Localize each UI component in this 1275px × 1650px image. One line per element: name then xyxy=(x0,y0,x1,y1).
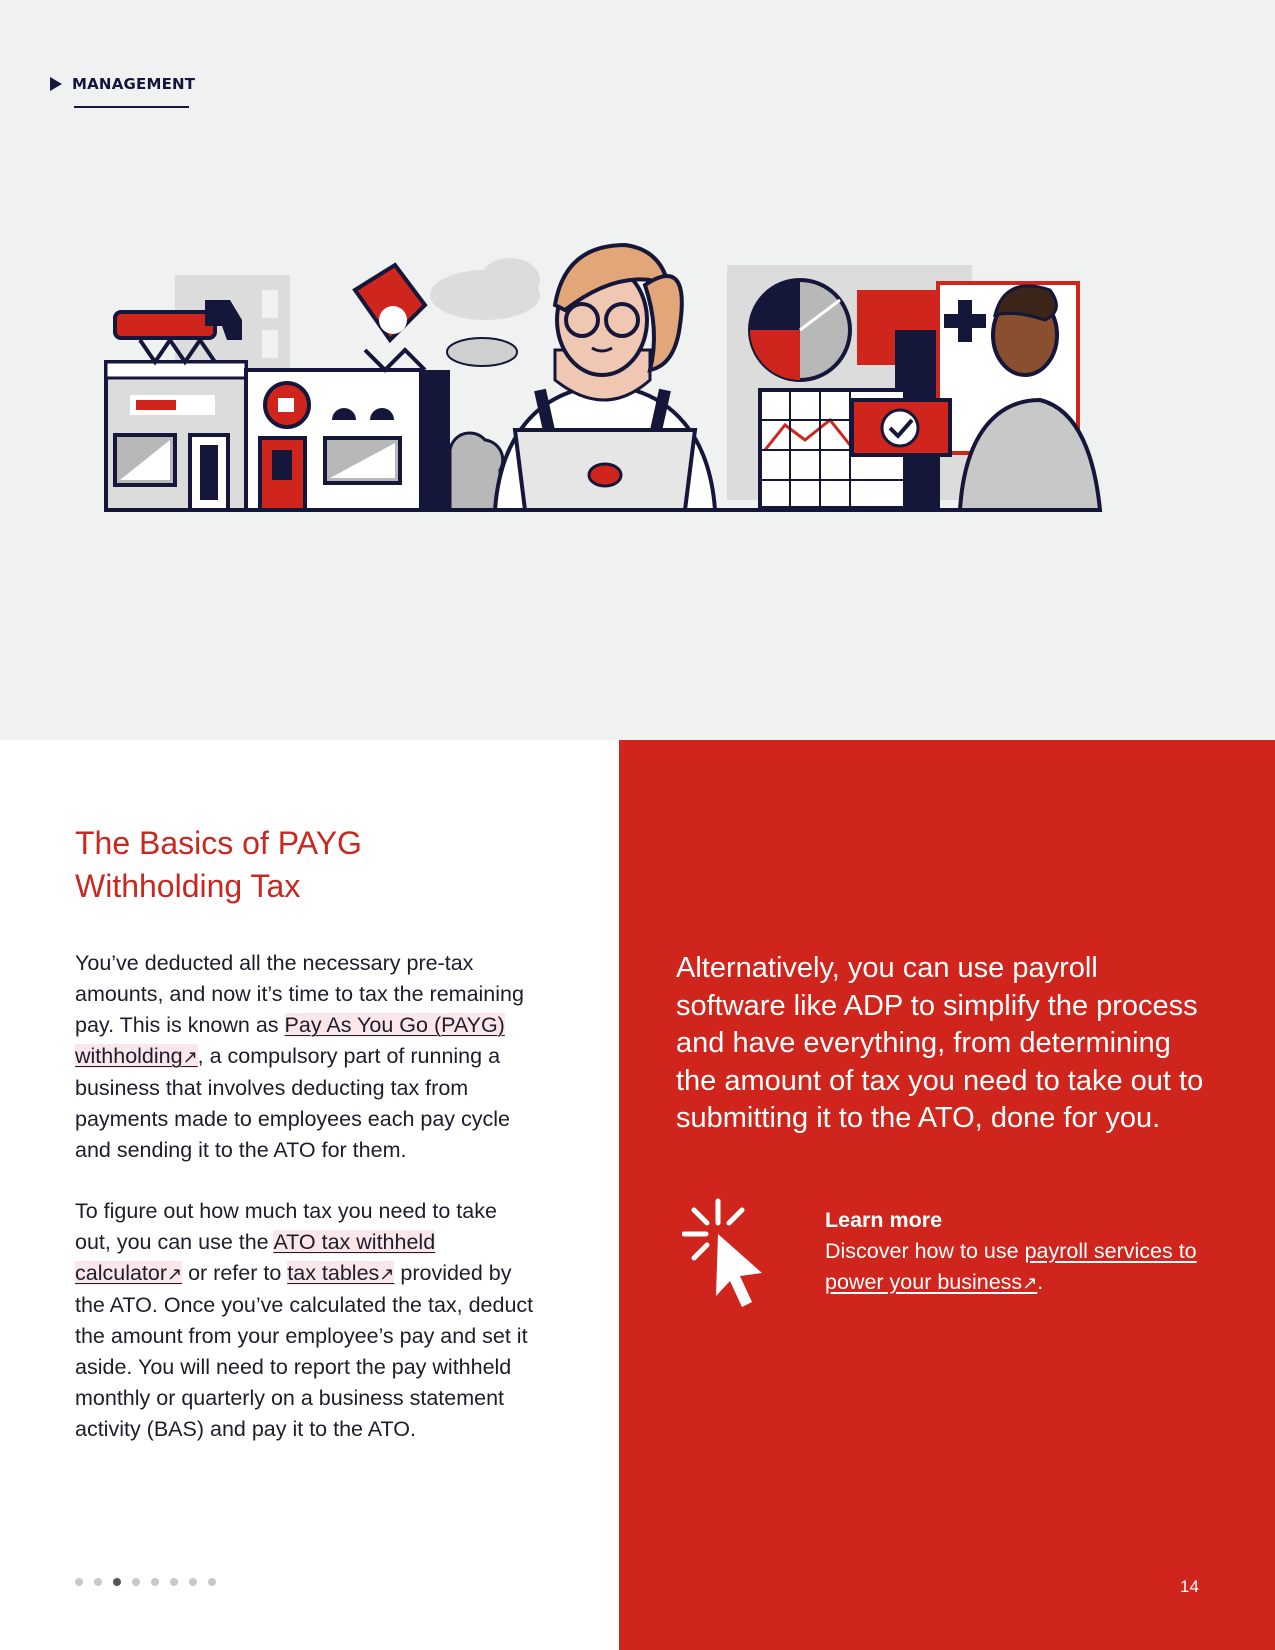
tax-tables-link[interactable]: tax tables↗ xyxy=(287,1261,395,1285)
section-underline xyxy=(74,106,189,108)
article-title xyxy=(75,822,515,908)
external-link-icon: ↗ xyxy=(167,1264,183,1284)
page-progress-dots xyxy=(75,1578,216,1586)
title-line-2: Withholding Tax xyxy=(75,868,301,904)
page-dot[interactable] xyxy=(94,1578,102,1586)
external-link-icon: ↗ xyxy=(1022,1273,1038,1293)
section-label: MANAGEMENT xyxy=(72,75,196,93)
learn-more-heading: Learn more xyxy=(825,1208,943,1232)
payroll-services-link[interactable]: payroll services to power your business↗ xyxy=(825,1239,1197,1294)
page-dot[interactable] xyxy=(75,1578,83,1586)
business-illustration xyxy=(100,240,1160,540)
article-paragraph-2 xyxy=(75,1196,535,1445)
learn-more-text: Discover how to use xyxy=(825,1239,1025,1263)
callout-text: Alternatively, you can use payroll software like ADP to simplify the process and have everything, from determining the amount of tax you need to take out to submitting it to the ATO, done for you. xyxy=(676,952,1204,1134)
page-dot[interactable] xyxy=(208,1578,216,1586)
hero-section xyxy=(0,0,1275,740)
page-dot[interactable] xyxy=(113,1578,121,1586)
payg-withholding-link[interactable]: Pay As You Go (PAYG) withholding↗ xyxy=(75,1013,505,1068)
learn-more-end: . xyxy=(1037,1270,1044,1294)
external-link-icon: ↗ xyxy=(379,1264,395,1284)
article-paragraph-1 xyxy=(75,948,535,1166)
p1-text-a: You’ve deducted all the necessary pre-tax amounts, and now it’s time to tax the remaining pay. This is known as xyxy=(75,951,524,1037)
page-dot[interactable] xyxy=(170,1578,178,1586)
page-dot[interactable] xyxy=(151,1578,159,1586)
section-tag xyxy=(50,75,195,93)
ato-calculator-link[interactable]: ATO tax withheld calculator↗ xyxy=(75,1230,436,1285)
page-number: 14 xyxy=(1180,1577,1199,1596)
callout-panel xyxy=(619,740,1275,1650)
play-triangle-icon xyxy=(50,77,62,91)
external-link-icon: ↗ xyxy=(182,1047,198,1067)
p2-text-b: or refer to xyxy=(182,1261,288,1285)
page-dot[interactable] xyxy=(132,1578,140,1586)
p2-text-c: provided by the ATO. Once you’ve calculated the tax, deduct the amount from your employee’s pay and set it aside. You will need to report the pay withheld monthly or quarterly on a business statement activity (BAS) and pay it to the ATO. xyxy=(75,1261,534,1441)
click-cursor-icon xyxy=(682,1198,782,1313)
title-line-1: The Basics of PAYG xyxy=(75,825,362,861)
learn-more-block xyxy=(825,1205,1225,1299)
p2-text-a: To figure out how much tax you need to take out, you can use the xyxy=(75,1199,497,1254)
page-dot[interactable] xyxy=(189,1578,197,1586)
p1-text-b: , a compulsory part of running a business that involves deducting tax from payments made to employees each pay cycle and sending it to the ATO for them. xyxy=(75,1044,511,1162)
